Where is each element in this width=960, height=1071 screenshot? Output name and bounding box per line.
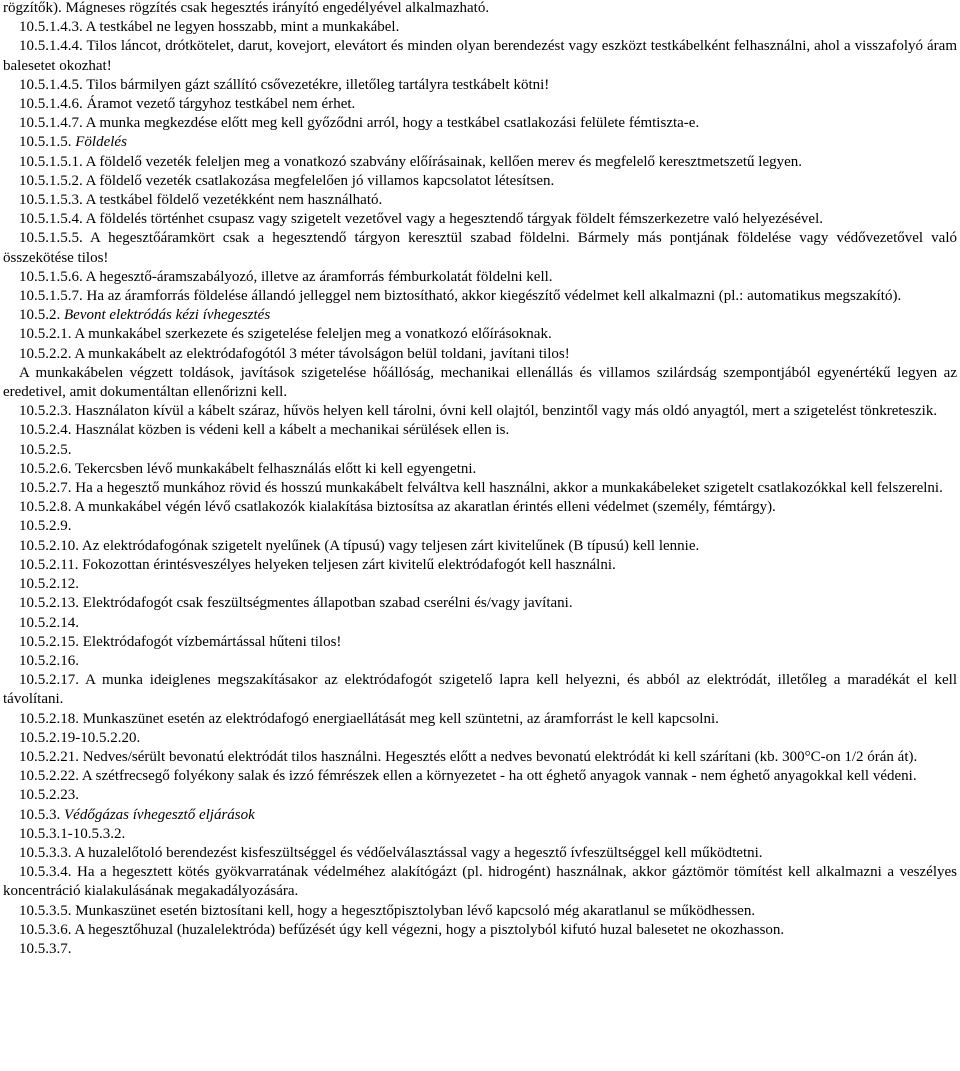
section-heading (3, 133, 957, 152)
paragraph: 10.5.1.4.7. A munka megkezdése előtt meg kell győződni arról, hogy a testkábel csatlakozási felülete fémtiszta-e. (19, 115, 700, 132)
paragraph: 10.5.1.5.7. Ha az áramforrás földelése állandó jelleggel nem biztosítható, akkor kiegészítő védelmet kell alkalmazni (pl.: automatikus megszakító). (19, 288, 902, 305)
paragraph: 10.5.3.3. A huzalelőtoló berendezést kisfeszültséggel és védőelválasztással vagy a hegesztő ívfeszültséggel kell működtetni. (19, 844, 763, 861)
section-number: 10.5.1.5. (19, 134, 76, 151)
paragraph: 10.5.1.5.3. A testkábel földelő vezetékként nem használható. (19, 192, 383, 209)
paragraph: 10.5.3.6. A hegesztőhuzal (huzalelektróda) befűzését úgy kell végezni, hogy a pisztolyból kifutó huzal balesetet ne okozhasson. (19, 921, 785, 938)
paragraph: 10.5.3.4. Ha a hegesztett kötés gyökvarratának védelméhez alakítógázt (pl. hidrogént) használnak, akkor gáztömör tömítést kell alkalmazni a veszélyes koncentráció kialakulásának megakadályozására. (3, 864, 957, 900)
paragraph: 10.5.1.5.4. A földelés történhet csupasz vagy szigetelt vezetővel vagy a hegesztendő tárgyak földelt fémszerkezetre való helyezésével. (19, 211, 823, 228)
paragraph: 10.5.1.4.6. Áramot vezető tárgyhoz testkábel nem érhet. (19, 96, 356, 113)
paragraph: 10.5.2.14. (19, 614, 79, 631)
paragraph: 10.5.1.5.5. A hegesztőáramkört csak a hegesztendő tárgyon keresztül szabad földelni. Bármely más pontjának földelése vagy védővezetővel való összekötése tilos! (3, 230, 957, 266)
paragraph: 10.5.2.11. Fokozottan érintésveszélyes helyeken teljesen zárt kivitelű elektródafogót kell használni. (19, 556, 616, 573)
section-heading (3, 306, 957, 325)
paragraph: 10.5.2.3. Használaton kívül a kábelt száraz, hűvös helyen kell tárolni, óvni kell olajtól, benzintől vagy más oldó anyagtól, mert a szigetelést tönkreteszik. (19, 403, 938, 420)
paragraph: 10.5.1.5.2. A földelő vezeték csatlakozása megfelelően jó villamos kapcsolatot létesítsen. (19, 172, 555, 189)
paragraph: 10.5.1.5.1. A földelő vezeték feleljen meg a vonatkozó szabvány előírásainak, kellően merev és megfelelő keresztmetszetű legyen. (19, 153, 803, 170)
paragraph: 10.5.2.8. A munkakábel végén lévő csatlakozók kialakítása biztosítsa az akaratlan érintés elleni védelmet (személy, fémtárgy). (19, 499, 776, 516)
paragraph: 10.5.1.5.6. A hegesztő-áramszabályozó, illetve az áramforrás fémburkolatát földelni kell. (19, 268, 553, 285)
paragraph: 10.5.1.4.5. Tilos bármilyen gázt szállító csővezetékre, illetőleg tartályra testkábelt kötni! (19, 76, 550, 93)
section-title: Földelés (75, 134, 127, 151)
paragraph: 10.5.1.4.4. Tilos láncot, drótkötelet, darut, kovejort, elevátort és minden olyan berendezést vagy eszközt testkábelként felhasználni, ahol a visszafolyó áram balesetet okozhat! (3, 38, 957, 74)
section-number: 10.5.2. (19, 307, 64, 324)
paragraph: 10.5.2.5. (19, 441, 72, 458)
paragraph: 10.5.2.10. Az elektródafogónak szigetelt nyelűnek (A típusú) vagy teljesen zárt kivitelűnek (B típusú) kell lennie. (19, 537, 700, 554)
paragraph: 10.5.3.1-10.5.3.2. (19, 825, 126, 842)
paragraph: 10.5.2.15. Elektródafogót vízbemártással hűteni tilos! (19, 633, 342, 650)
paragraph: 10.5.2.6. Tekercsben lévő munkakábelt felhasználás előtt ki kell egyengetni. (19, 460, 477, 477)
paragraph: 10.5.2.2. A munkakábelt az elektródafogótól 3 méter távolságon belül toldani, javítani tilos! (19, 345, 570, 362)
paragraph: A munkakábelen végzett toldások, javítások szigetelése hőállóság, mechanikai ellenállás és villamos szilárdság szempontjából egyenértékű legyen az eredetivel, amit dokumentáltan ellenőrizni kell. (3, 364, 957, 401)
paragraph: 10.5.3.7. (19, 940, 72, 957)
paragraph: 10.5.2.1. A munkakábel szerkezete és szigetelése feleljen meg a vonatkozó előírásoknak. (19, 326, 552, 343)
paragraph: 10.5.1.4.3. A testkábel ne legyen hosszabb, mint a munkakábel. (19, 19, 400, 36)
section-title: Védőgázas ívhegesztő eljárások (64, 806, 255, 823)
paragraph: 10.5.2.9. (19, 518, 72, 535)
paragraph: 10.5.2.16. (19, 652, 79, 669)
paragraph: rögzítők). Mágneses rögzítés csak hegesztés irányító engedélyével alkalmazható. (3, 0, 490, 16)
section-heading (3, 806, 957, 825)
paragraph: 10.5.2.17. A munka ideiglenes megszakításakor az elektródafogót szigetelő lapra kell helyezni, és abból az elektródát, illetőleg a maradékát el kell távolítani. (3, 672, 957, 708)
paragraph: 10.5.2.4. Használat közben is védeni kell a kábelt a mechanikai sérülések ellen is. (19, 422, 510, 439)
paragraph: 10.5.3.5. Munkaszünet esetén biztosítani kell, hogy a hegesztőpisztolyban lévő kapcsoló még akaratlanul se működhessen. (19, 902, 756, 919)
paragraph: 10.5.2.18. Munkaszünet esetén az elektródafogó energiaellátását meg kell szüntetni, az áramforrást le kell kapcsolni. (19, 710, 719, 727)
paragraph: 10.5.2.13. Elektródafogót csak feszültségmentes állapotban szabad cserélni és/vagy javítani. (19, 595, 573, 612)
paragraph: 10.5.2.12. (19, 576, 79, 593)
paragraph: 10.5.2.19-10.5.2.20. (19, 729, 141, 746)
section-number: 10.5.3. (19, 806, 64, 823)
paragraph: 10.5.2.21. Nedves/sérült bevonatú elektródát tilos használni. Hegesztés előtt a nedves bevonatú elektródát ki kell szárítani (kb. 300°C-on 1/2 órán át). (19, 748, 918, 765)
paragraph: 10.5.2.7. Ha a hegesztő munkához rövid és hosszú munkakábelt felváltva kell használni, akkor a munkakábeleket szigetelt csatlakozókkal kell felszerelni. (19, 480, 943, 497)
paragraph: 10.5.2.23. (19, 787, 79, 804)
section-title: Bevont elektródás kézi ívhegesztés (64, 307, 271, 324)
paragraph: 10.5.2.22. A szétfrecsegő folyékony salak és izzó fémrészek ellen a környezetet - ha ott éghető anyagok vannak - nem éghető anyagokkal kell védeni. (19, 768, 917, 785)
document-page (3, 0, 957, 959)
